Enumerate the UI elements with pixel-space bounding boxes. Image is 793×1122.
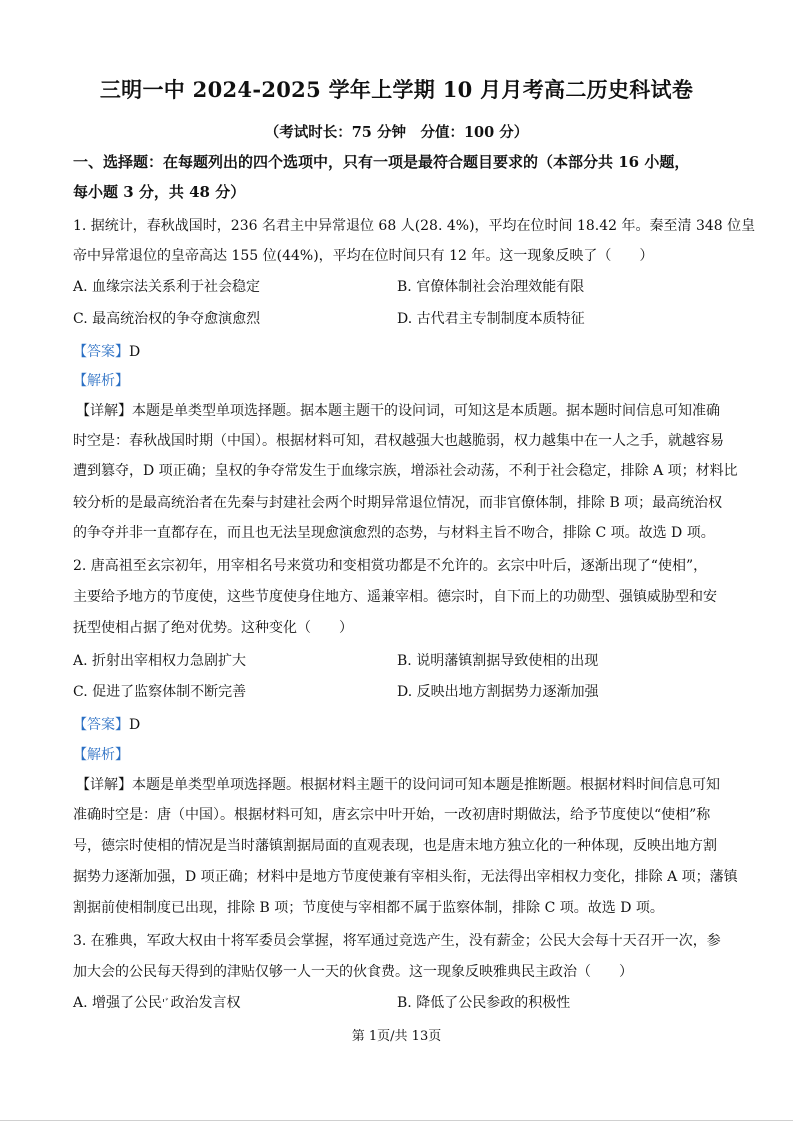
- detail-label: 详解: [90, 403, 118, 419]
- q2-detail-line-2: 准确时空是：唐（中国）。根据材料可知，唐玄宗中叶开始，一改初唐时期做法，给予节度使以“使相”称: [73, 807, 711, 823]
- q3-stem-line-1: 3. 在雅典，军政大权由十将军委员会掌握，将军通过竞选产生，没有薪金；公民大会每十天召开一次，参: [73, 933, 721, 949]
- q2-analysis-label: 【解析】: [73, 747, 129, 763]
- answer-value: D: [129, 344, 141, 360]
- detail-label: 详解: [90, 777, 118, 793]
- q1-answer: 【答案】D: [73, 344, 141, 360]
- q2-detail-line-3: 号，德宗时使相的情况是当时藩镇割据局面的直观表现，也是唐末地方独立化的一种体现，反映出地方割: [73, 838, 717, 854]
- q1-detail-line-1: 【详解】本题是单类型单项选择题。据本题主题干的设问词，可知这是本质题。据本题时间信息可知准确: [76, 403, 720, 419]
- q2-stem-line-2: 主要给予地方的节度使，这些节度使身住地方、遥兼宰相。德宗时，自下而上的功勋型、强镇威胁型和安: [73, 589, 717, 605]
- q2-stem-line-3: 抚型使相占据了绝对优势。这种变化（ ）: [73, 620, 353, 636]
- q3-stem-line-2: 加大会的公民每天得到的津贴仅够一人一天的伙食费。这一现象反映雅典民主政治（ ）: [73, 964, 633, 980]
- q1-option-d: D. 古代君主专制制度本质特征: [397, 311, 585, 327]
- q2-detail-line-1: 【详解】本题是单类型单项选择题。根据材料主题干的设问词可知本题是推断题。根据材料时间信息可知: [76, 777, 720, 793]
- page-number: 第 1页/共 13页: [351, 1029, 442, 1044]
- q2-option-c: C. 促进了监察体制不断完善: [73, 684, 247, 700]
- section-heading-line-1: 一、选择题：在每题列出的四个选项中，只有一项是最符合题目要求的（本部分共 16 小题，: [73, 153, 690, 171]
- q1-option-a: A. 血缘宗法关系利于社会稳定: [73, 279, 261, 295]
- page-bottom-rule: [0, 1120, 793, 1121]
- q2-stem-line-1: 2. 唐高祖至玄宗初年，用宰相名号来赏功和变相赏功都是不允许的。玄宗中叶后，逐渐出现了“使相”，: [73, 558, 708, 574]
- answer-value: D: [129, 717, 141, 733]
- q2-option-b: B. 说明藩镇割据导致使相的出现: [397, 653, 599, 669]
- q2-option-d: D. 反映出地方割据势力逐渐加强: [397, 684, 599, 700]
- exam-meta: （考试时长：75 分钟 分值：100 分）: [264, 124, 529, 141]
- q1-option-c: C. 最高统治权的争夺愈演愈烈: [73, 311, 261, 327]
- page-title: 三明一中 2024-2025 学年上学期 10 月月考高二历史科试卷: [99, 77, 694, 102]
- q1-analysis-label: 【解析】: [73, 373, 129, 389]
- smudge-mark: 'ﾞ: [162, 997, 171, 1010]
- section-heading-line-2: 每小题 3 分，共 48 分）: [73, 183, 246, 201]
- q1-stem-line-1: 1. 据统计，春秋战国时，236 名君主中异常退位 68 人(28. 4%)，平均在位时间 18.42 年。秦至清 348 位皇: [73, 218, 756, 234]
- q2-option-a: A. 折射出宰相权力急剧扩大: [73, 653, 247, 669]
- q1-option-b: B. 官僚体制社会治理效能有限: [397, 279, 585, 295]
- q1-detail-line-3: 遭到篡夺，D 项正确；皇权的争夺常发生于血缘宗族，增添社会动荡，不利于社会稳定，排除 A 项；材料比: [73, 463, 738, 479]
- q1-detail-line-5: 的争夺并非一直都存在，而且也无法呈现愈演愈烈的态势，与材料主旨不吻合，排除 C 项。故选 D 项。: [73, 525, 715, 541]
- q3-option-a: A. 增强了公民'ﾞ政治发言权: [73, 995, 241, 1011]
- answer-label: 答案: [87, 344, 115, 360]
- answer-label: 答案: [87, 717, 115, 733]
- q2-detail-line-5: 割据前使相制度已出现，排除 B 项；节度使与宰相都不属于监察体制，排除 C 项。故选 D 项。: [73, 900, 664, 916]
- q1-stem-line-2: 帝中异常退位的皇帝高达 155 位(44%)，平均在位时间只有 12 年。这一现象反映了（ ）: [73, 248, 654, 264]
- q2-detail-line-4: 据势力逐渐加强，D 项正确；材料中是地方节度使兼有宰相头衔，无法得出宰相权力变化，排除 A 项；藩镇: [73, 869, 738, 885]
- q3-option-b: B. 降低了公民参政的积极性: [397, 995, 571, 1011]
- q1-detail-line-2: 时空是：春秋战国时期（中国）。根据材料可知，君权越强大也越脆弱，权力越集中在一人之手，就越容易: [73, 433, 724, 449]
- q2-answer: 【答案】D: [73, 717, 141, 733]
- q1-detail-line-4: 较分析的是最高统治者在先秦与封建社会两个时期异常退位情况，而非官僚体制，排除 B 项；最高统治权: [73, 495, 723, 511]
